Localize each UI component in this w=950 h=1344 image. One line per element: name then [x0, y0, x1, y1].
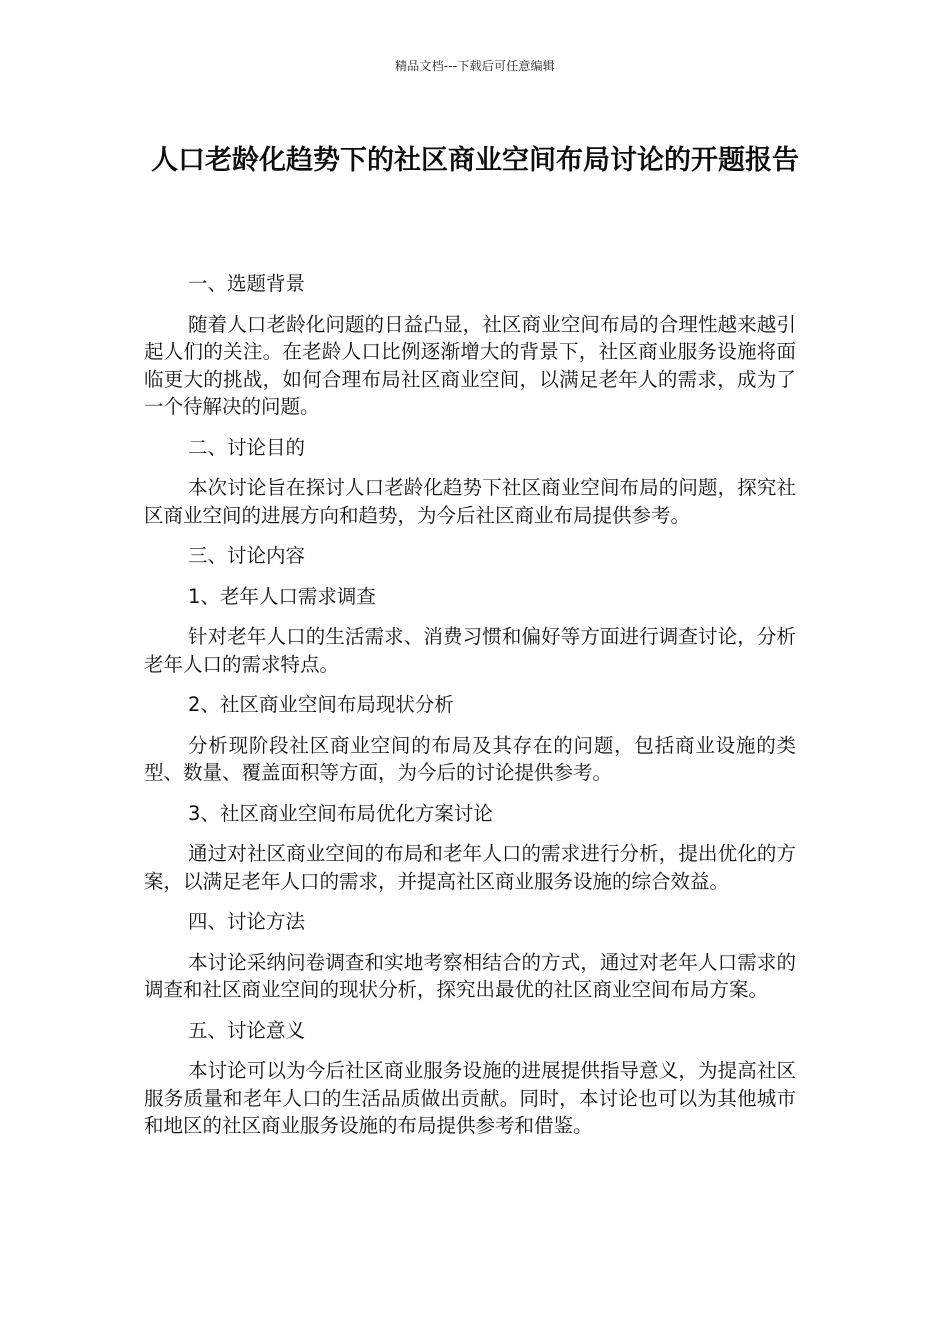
section-paragraph-significance: 本讨论可以为今后社区商业服务设施的进展提供指导意义，为提高社区服务质量和老年人口的生活品质做出贡献。同时，本讨论也可以为其他城市和地区的社区商业服务设施的布局提供参考和借鉴。: [144, 1059, 796, 1137]
section-heading-content: 三、讨论内容: [188, 544, 306, 567]
section-heading-background: 一、选题背景: [188, 272, 306, 295]
section-paragraph-purpose: 本次讨论旨在探讨人口老龄化趋势下社区商业空间布局的问题，探究社区商业空间的进展方向和趋势，为今后社区商业布局提供参考。: [144, 476, 796, 527]
section-heading-method: 四、讨论方法: [188, 910, 306, 933]
section-paragraph-background: 随着人口老龄化问题的日益凸显，社区商业空间布局的合理性越来越引起人们的关注。在老龄人口比例逐渐增大的背景下，社区商业服务设施将面临更大的挑战，如何合理布局社区商业空间，以满足老年人的需求，成为了一个待解决的问题。: [144, 312, 796, 418]
subsection-paragraph-status-analysis: 分析现阶段社区商业空间的布局及其存在的问题，包括商业设施的类型、数量、覆盖面积等方面，为今后的讨论提供参考。: [144, 733, 796, 784]
document-body: [144, 270, 796, 1153]
subsection-heading-survey: 1、老年人口需求调查: [188, 584, 376, 608]
document-title: 人口老龄化趋势下的社区商业空间布局讨论的开题报告: [151, 145, 799, 176]
subsection-heading-optimization: 3、社区商业空间布局优化方案讨论: [188, 801, 493, 825]
subsection-paragraph-survey: 针对老年人口的生活需求、消费习惯和偏好等方面进行调查讨论，分析老年人口的需求特点。: [144, 625, 796, 676]
subsection-heading-status-analysis: 2、社区商业空间布局现状分析: [188, 693, 454, 716]
section-heading-significance: 五、讨论意义: [188, 1018, 306, 1042]
subsection-paragraph-optimization: 通过对社区商业空间的布局和老年人口的需求进行分析，提出优化的方案，以满足老年人口的需求，并提高社区商业服务设施的综合效益。: [144, 842, 796, 893]
section-heading-purpose: 二、讨论目的: [188, 435, 306, 459]
section-paragraph-method: 本讨论采纳问卷调查和实地考察相结合的方式，通过对老年人口需求的调查和社区商业空间的现状分析，探究出最优的社区商业空间布局方案。: [144, 950, 796, 1001]
header-note: 精品文档---下载后可任意编辑: [395, 59, 555, 73]
